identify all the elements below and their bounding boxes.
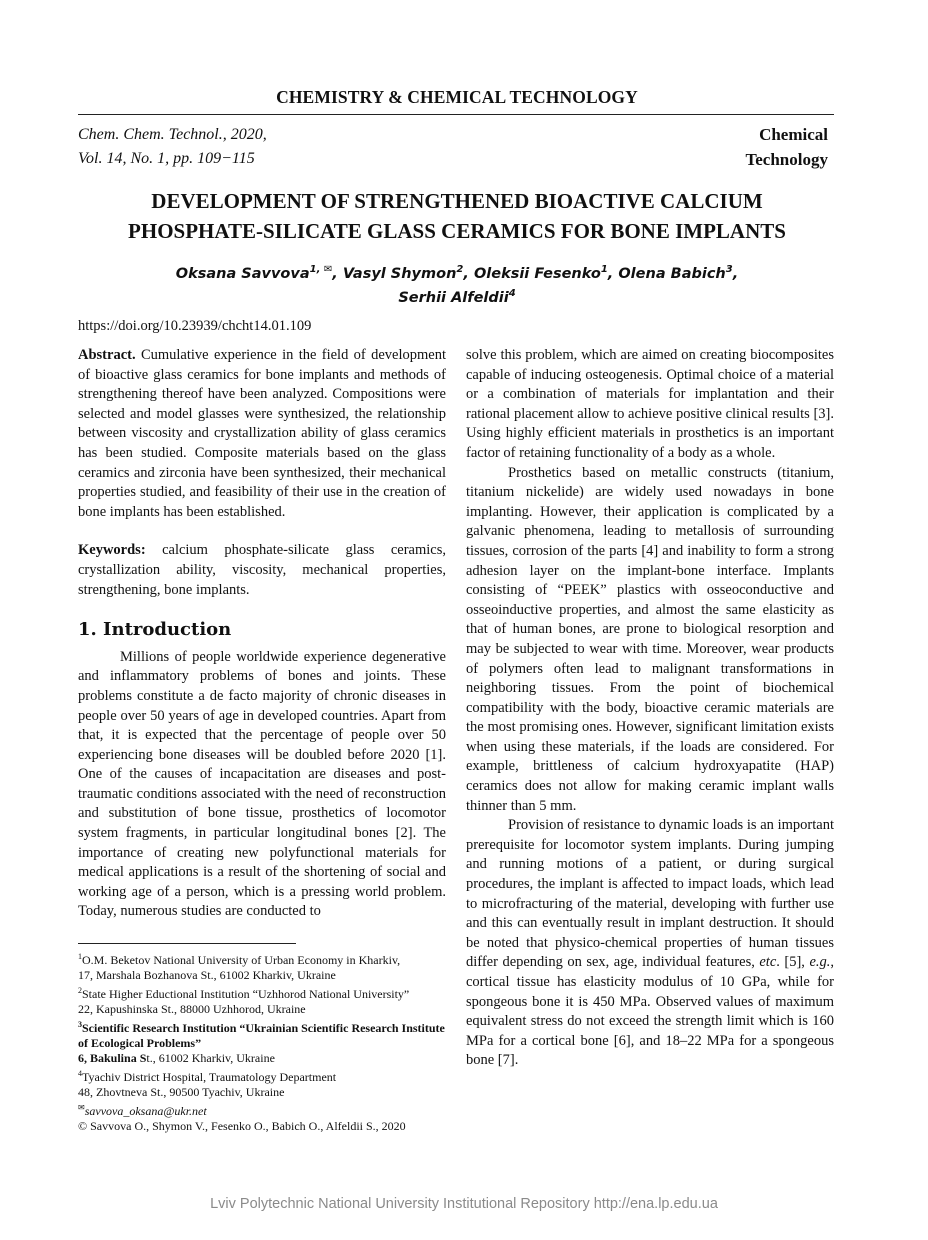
footnote-4-line-1 [78, 1066, 458, 1085]
author-list [78, 260, 836, 308]
author-name: Serhii Alfeldii [398, 289, 509, 306]
author-separator: , [732, 265, 739, 282]
body-paragraph-1: solve this problem, which are aimed on creating biocomposites capable of inducing osteogenesis. Optimal choice of a material or a combination of materials for implantation and their rational placement allow to achieve positive clinical results [3]. Using highly efficient materials in prosthetics is an important factor of retaining functionality of a body as a whole. [466, 347, 834, 461]
footnote-3-address-bold: 6, Bakulina S [78, 1051, 147, 1065]
copyright: © Savvova O., Shymon V., Fesenko O., Babich O., Alfeldii S., 2020 [78, 1119, 406, 1133]
paragraph-3-text-a: Provision of resistance to dynamic loads is an important prerequisite for locomotor system implants. During jumping and running motions of a patient, or during surgical procedures, the implant is affected to impact loads, which lead to microfracturing of the material, developing with further use and this can eventually result in implant destruction. It should be noted that physico-chemical properties of human tissues differ depending on sex, age, individual features, [466, 817, 834, 971]
author-affiliation: 3 [725, 264, 733, 275]
footnote-2-line-2: 22, Kapushinska St., 88000 Uzhhorod, Ukraine [78, 1002, 306, 1016]
paragraph-3-etc: etc [759, 954, 777, 971]
footnote-3-address-rest: t., 61002 Kharkiv, Ukraine [146, 1051, 275, 1065]
author-name: Vasyl Shymon [342, 265, 457, 282]
journal-brand-line-1: Chemical [759, 125, 828, 144]
footnote-1-line-2: 17, Marshala Bozhanova St., 61002 Kharkiv, Ukraine [78, 968, 336, 982]
email-link[interactable]: savvova_oksana@ukr.net [84, 1104, 207, 1118]
footnotes [78, 949, 458, 1134]
footnote-4-mark: 4 [78, 1069, 82, 1078]
left-column [78, 346, 446, 922]
section-heading-introduction: 1. Introduction [78, 619, 232, 641]
footnote-3-line-1 [78, 1017, 458, 1036]
author-separator: , [463, 265, 474, 282]
right-column [466, 346, 834, 1071]
footnote-3-line-3 [78, 1051, 458, 1066]
journal-brand-line-2: Technology [745, 150, 828, 169]
footnote-2-mark: 2 [78, 986, 82, 995]
keywords-label: Keywords: [78, 542, 146, 559]
paragraph-3-eg: e.g. [809, 954, 831, 971]
author-name: Oksana Savvova [175, 265, 310, 282]
body-paragraph-3 [466, 816, 834, 1071]
abstract [78, 346, 446, 522]
author-affiliation: 4 [508, 287, 516, 299]
abstract-text: Cumulative experience in the field of development of bioactive glass ceramics for bone implants and methods of strengthening thereof have been analyzed. Compositions were selected and model glasses were synthesized, the relationship between viscosity and crystallization ability of glass ceramics has been studied. Composite materials based on the glass ceramics and zirconia have been synthesized, their mechanical properties studied, and feasibility of their use in the creation of bone implants has been established. [78, 347, 446, 520]
footnote-3-mark: 3 [78, 1020, 82, 1029]
envelope-icon: ✉ [78, 1103, 85, 1112]
footnote-3-text: Scientific Research Institution “Ukrainian Scientific Research Institute [82, 1021, 445, 1035]
abstract-label: Abstract. [78, 347, 136, 363]
author-name: Oleksii Fesenko [473, 265, 601, 282]
author-separator: , [332, 265, 343, 282]
keywords-text: calcium phosphate-silicate glass ceramics, crystallization ability, viscosity, mechanical properties, strengthening, bone implants. [78, 542, 446, 598]
author-separator: , [607, 265, 619, 282]
footnote-2-text: State Higher Eductional Institution “Uzhhorod National University” [82, 987, 410, 1001]
author-affiliation: 1 [600, 264, 608, 275]
title-line-1: DEVELOPMENT OF STRENGTHENED BIOACTIVE CALCIUM [151, 189, 763, 213]
journal-header: CHEMISTRY & CHEMICAL TECHNOLOGY [276, 87, 638, 107]
author-affiliation: 1, ✉ [309, 264, 333, 275]
header-rule [78, 114, 834, 115]
intro-paragraph-1: Millions of people worldwide experience degenerative and inflammatory problems of bones and joints. These problems constitute a de facto majority of chronic diseases in people over 50 years of age in developed countries. Apart from that, it is expected that the percentage of people over 50 experiencing bone diseases will be doubled before 2020 [1]. One of the causes of incapacitation are diseases and post-traumatic conditions associated with the need of reconstruction and substitution of bone tissue, prosthetics of locomotor system fragments, in particular longitudinal bones [2]. The importance of creating new polyfunctional materials for medical applications is a result of the shortening of social and working age of a person, which is a pressing world problem. Today, numerous studies are conducted to [78, 648, 446, 920]
paragraph-3-text-c: , cortical tissue has elasticity modulus of 10 GPa, while for spongeous bone it is 450 MPa. Observed values of maximum equivalent stress do not exceed the strength limit which is 160 MPa for a cortical bone [6], and 18–22 MPa for a spongeous bone [7]. [466, 954, 834, 1069]
body-paragraph-2: Prosthetics based on metallic constructs (titanium, titanium nickelide) are widely used nowadays in bone implanting. However, their application is complicated by a galvanic phenomena, leading to metallosis of surrounding tissues, corrosion of the parts [4] and inability to form a strong adhesion layer on the implant-bone interface. Implants consisting of “PEEK” plastics with osseoconductive and osseoinductive properties, and almost the same elasticity as that of human bones, are prone to biological resorption and may be subjected to wear with time. Moreover, wear products of polymers often lead to malignant transformations in neighboring tissues. From the point of biochemical compatibility with the body, bioactive ceramic materials are the most promising ones. However, significant limitation exists when using these materials, if the loads are considered. For example, brittleness of calcium hydroxyapatite (HAP) ceramics does not allow for making ceramic implant walls thinner than 5 mm. [466, 464, 834, 814]
citation-line-2: Vol. 14, No. 1, pp. 109−115 [78, 150, 255, 167]
corresponding-email [78, 1100, 458, 1119]
author-affiliation: 2 [456, 264, 464, 275]
article-title [78, 186, 836, 246]
footnote-rule [78, 943, 296, 944]
footnote-4-text: Tyachiv District Hospital, Traumatology Department [82, 1070, 337, 1084]
footnote-1-text: O.M. Beketov National University of Urban Economy in Kharkiv, [82, 953, 401, 967]
footnote-2-line-1 [78, 983, 458, 1002]
paragraph-3-text-b: . [5], [776, 954, 810, 971]
footnote-1-line-1 [78, 949, 458, 968]
keywords [78, 541, 446, 600]
citation-line-1: Chem. Chem. Technol., 2020, [78, 126, 267, 143]
title-line-2: PHOSPHATE-SILICATE GLASS CERAMICS FOR BONE IMPLANTS [128, 219, 786, 243]
repository-watermark: Lviv Polytechnic National University Institutional Repository http://ena.lp.edu.ua [210, 1196, 718, 1212]
footnote-1-mark: 1 [78, 952, 82, 961]
footnote-3-line-2: of Ecological Problems” [78, 1036, 202, 1050]
author-name: Olena Babich [618, 265, 726, 282]
doi-link[interactable]: https://doi.org/10.23939/chcht14.01.109 [78, 318, 312, 334]
footnote-4-line-2: 48, Zhovtneva St., 90500 Tyachiv, Ukraine [78, 1085, 285, 1099]
